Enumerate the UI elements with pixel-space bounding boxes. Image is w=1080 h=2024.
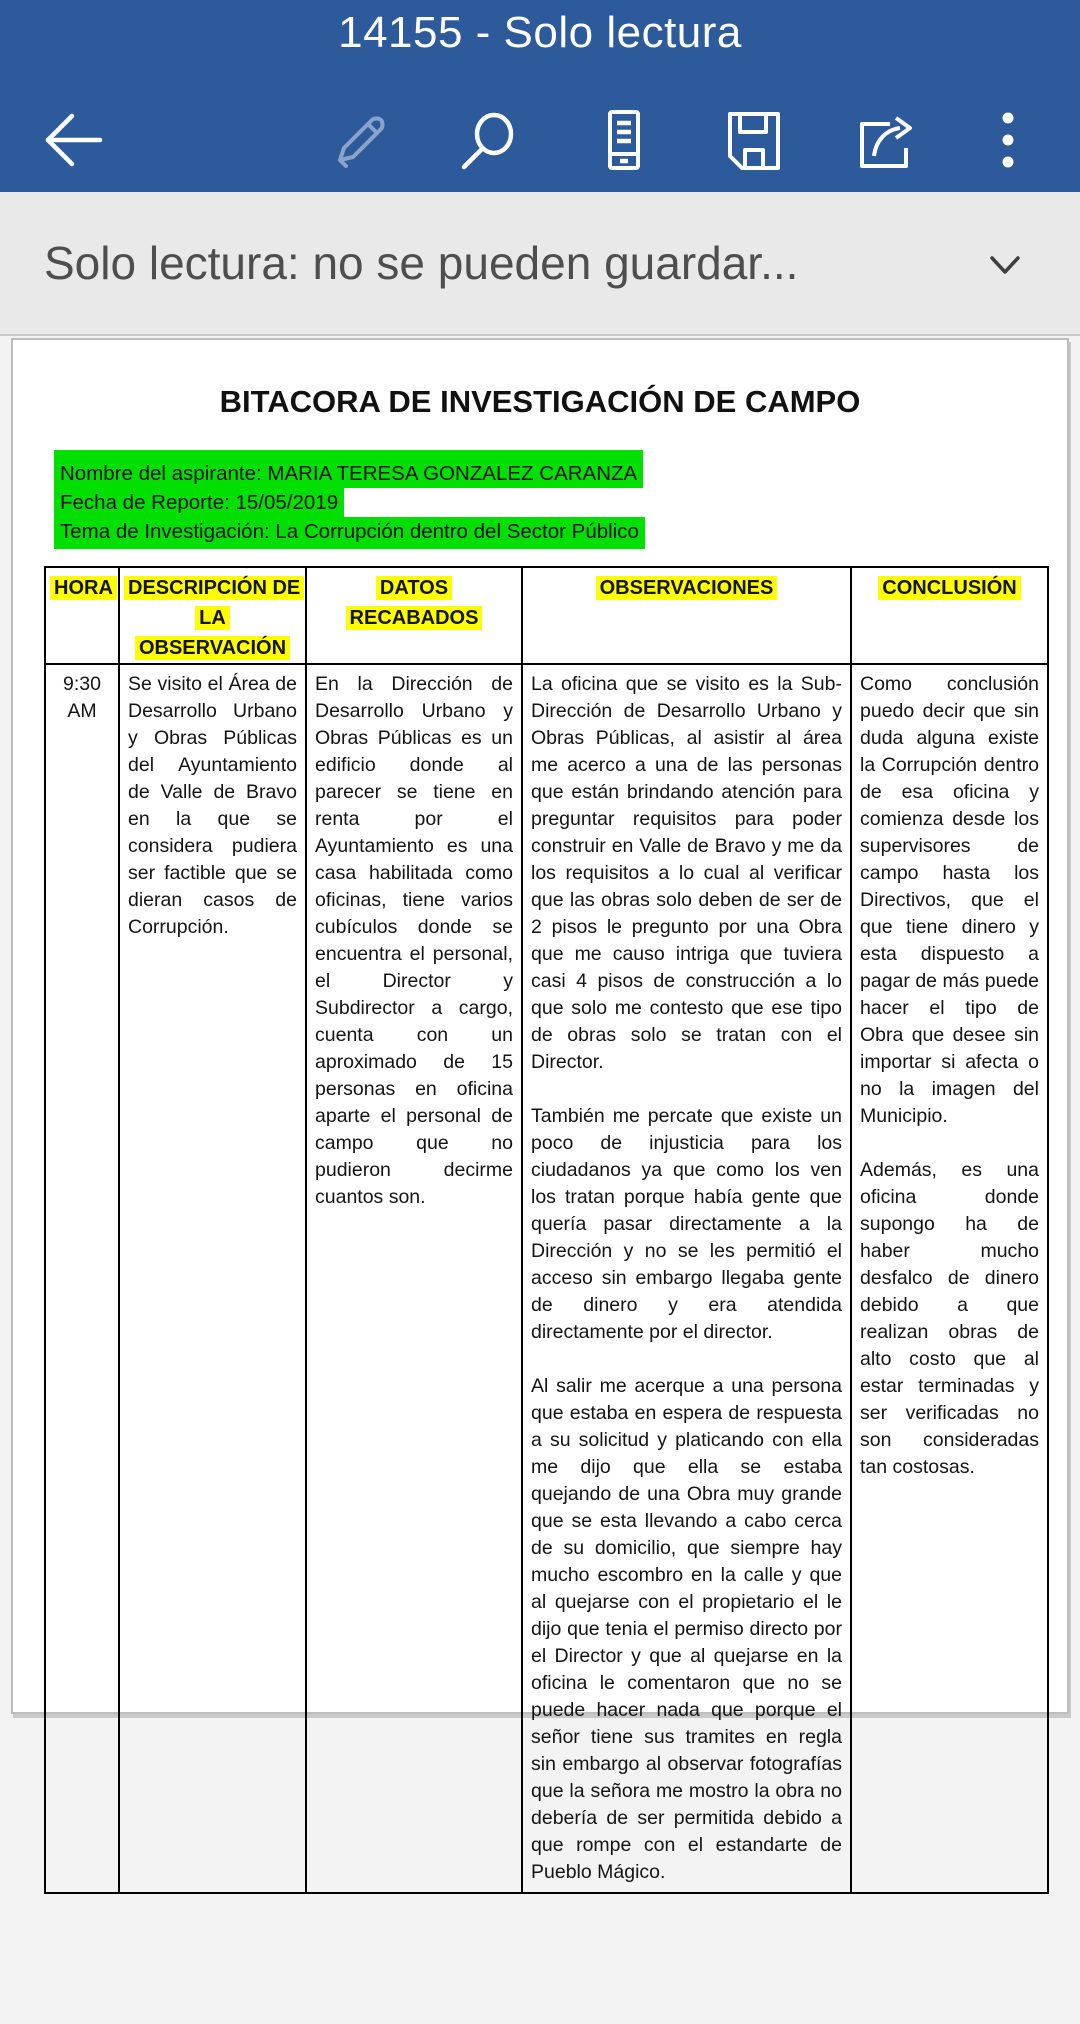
search-button[interactable]	[456, 106, 524, 174]
header-descripcion: DESCRIPCIÓN DE LA OBSERVACIÓN	[119, 567, 306, 664]
document-page	[11, 338, 1069, 1883]
share-button[interactable]	[850, 106, 918, 174]
back-button[interactable]	[38, 106, 106, 174]
document-title-bar: 14155 - Solo lectura	[338, 8, 742, 57]
header-hora: HORA	[45, 567, 119, 664]
save-button[interactable]	[718, 106, 786, 174]
table-header-row	[45, 567, 1048, 664]
readonly-banner[interactable]	[0, 192, 1080, 336]
meta-tema: Tema de Investigación: La Corrupción dentro del Sector Público	[54, 517, 645, 549]
mobile-view-button[interactable]	[590, 106, 658, 174]
mobile-view-icon	[590, 106, 658, 174]
share-icon	[850, 106, 918, 174]
cell-conclusion: Como conclusión puedo decir que sin duda alguna existe la Corrupción dentro de esa oficina y comienza desde los supervisores de campo hasta los Directivos, que el que tiene dinero y esta dispuesto a pagar de más puede hacer el tipo de Obra que desee sin importar si afecta o no la imagen del Municipio. Además, es una oficina donde supongo ha de haber mucho desfalco de dinero debido a que realizan obras de alto costo que al estar terminadas y ser verificadas no son consideradas tan costosas.	[851, 664, 1048, 1893]
vertical-ellipsis-icon	[986, 106, 1030, 174]
meta-fecha: Fecha de Reporte: 15/05/2019	[54, 488, 344, 517]
meta-aspirante: Nombre del aspirante: MARIA TERESA GONZALEZ CARANZA	[54, 450, 643, 488]
back-arrow-icon	[38, 106, 106, 174]
document-meta-block	[54, 450, 1067, 549]
app-bar	[0, 0, 1080, 192]
edit-button[interactable]	[326, 106, 394, 174]
readonly-banner-text: Solo lectura: no se pueden guardar...	[44, 237, 799, 289]
cell-datos: En la Dirección de Desarrollo Urbano y Obras Públicas es un edificio donde al parecer se tiene en renta por el Ayuntamiento es una casa habilitada como oficinas, tiene varios cubículos donde se encuentra el personal, el Director y Subdirector a cargo, cuenta con un aproximado de 15 personas en oficina aparte el personal de campo que no pudieron decirme cuantos son.	[306, 664, 522, 1893]
table-row	[45, 664, 1048, 1893]
save-floppy-icon	[718, 106, 786, 174]
chevron-down-icon[interactable]	[982, 242, 1028, 288]
document-heading: BITACORA DE INVESTIGACIÓN DE CAMPO	[219, 384, 861, 419]
cell-hora: 9:30 AM	[45, 664, 119, 1893]
header-datos: DATOS RECABADOS	[306, 567, 522, 664]
field-log-table	[44, 566, 1049, 1894]
header-observaciones: OBSERVACIONES	[522, 567, 851, 664]
overflow-menu-button[interactable]	[986, 106, 1030, 174]
header-conclusion: CONCLUSIÓN	[851, 567, 1048, 664]
document-canvas[interactable]	[0, 336, 1080, 2024]
cell-observaciones: La oficina que se visito es la Sub-Dirección de Desarrollo Urbano y Obras Públicas, al asistir al área me acerco a una de las personas que están brindando atención para preguntar requisitos para poder construir en Valle de Bravo y me da los requisitos a lo cual al verificar que las obras solo deben de ser de 2 pisos le pregunto por una Obra que me causo intriga que tuviera casi 4 pisos de construcción a lo que solo me contesto que ese tipo de obras solo se tratan con el Director. También me percate que existe un poco de injusticia para los ciudadanos ya que como los ven los tratan porque había gente que quería pasar directamente a la Dirección y no se les permitió el acceso sin embargo llegaba gente de dinero y era atendida directamente por el director. Al salir me acerque a una persona que estaba en espera de respuesta a su solicitud y platicando con ella me dijo que ella se estaba quejando de una Obra muy grande que se esta llevando a cabo cerca de su domicilio, que siempre hay mucho escombro en la calle y que al quejarse con el propietario el le dijo que tenia el permiso directo por el Director y que al quejarse en la oficina le comentaron que no se puede hacer nada que porque el señor tiene sus tramites en regla sin embargo al observar fotografías que la señora me mostro la obra no debería de ser permitida debido a que rompe con el estandarte de Pueblo Mágico.	[522, 664, 851, 1893]
cell-descripcion: Se visito el Área de Desarrollo Urbano y Obras Públicas del Ayuntamiento de Valle de Bravo en la que se considera pudiera ser factible que se dieran casos de Corrupción.	[119, 664, 306, 1893]
pencil-icon	[326, 106, 394, 174]
search-icon	[456, 106, 524, 174]
